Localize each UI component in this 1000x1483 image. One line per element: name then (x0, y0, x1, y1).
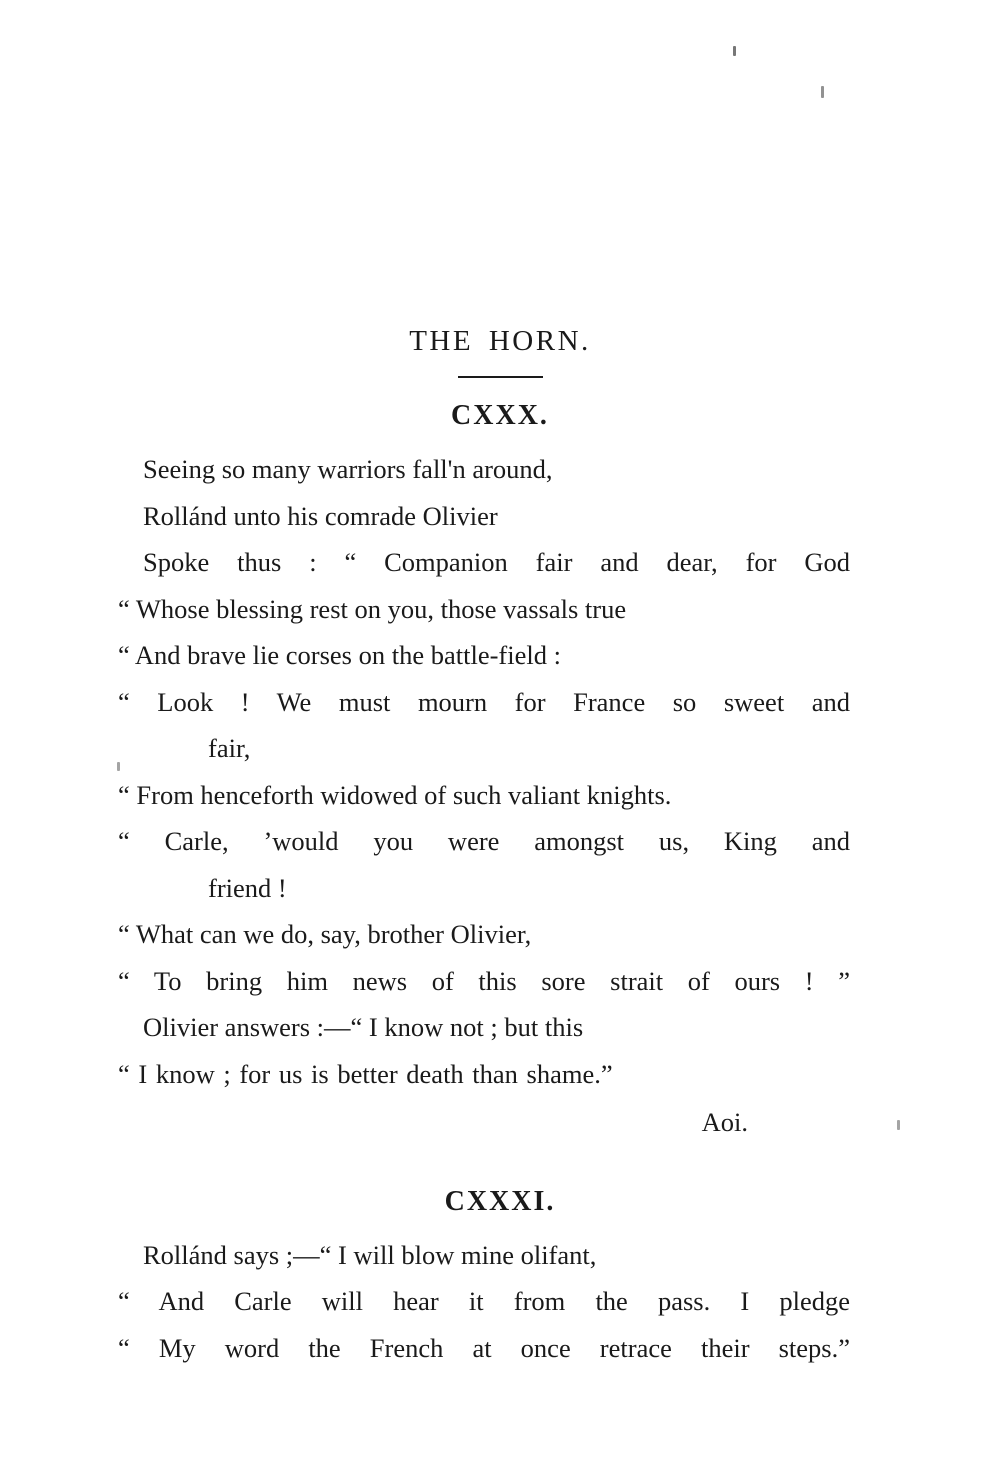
stanza-lines (0, 1232, 1000, 1372)
poem-line: “ Whose blessing rest on you, those vassals true (118, 593, 627, 624)
poem-line: “ My word the French at once retrace their steps.” (118, 1332, 850, 1363)
poem-line: Olivier answers :—“ I know not ; but this (143, 1012, 584, 1042)
header-rule (458, 376, 543, 378)
poem-line: “ I know ; for us is better death than shame.” (118, 1058, 613, 1089)
poem-line: “ To bring him news of this sore strait of ours ! ” (118, 965, 850, 996)
poem-line: “ Carle, ’would you were amongst us, King and (118, 826, 850, 856)
stanza-lines (0, 446, 1000, 1097)
poem-line: “ And brave lie corses on the battle-field : (118, 640, 561, 670)
stanza-cxxx (0, 400, 1000, 1146)
poem-line: Seeing so many warriors fall'n around, (143, 454, 553, 484)
poem-line: “ And Carle will hear it from the pass. I pledge (118, 1286, 850, 1316)
stanza-number: CXXXI. (444, 1185, 556, 1217)
poem-line: “ From henceforth widowed of such valiant knights. (118, 779, 672, 810)
stanza-number: CXXX. (451, 400, 549, 431)
poem-line: “ What can we do, say, brother Olivier, (118, 919, 532, 949)
poem-line: Rollánd unto his comrade Olivier (143, 500, 498, 531)
page-speck-mark (733, 46, 736, 56)
poem-line: Spoke thus : “ Companion fair and dear, for God (143, 547, 850, 577)
page-speck-mark (821, 86, 824, 98)
poem-line: “ Look ! We must mourn for France so sweet and (118, 686, 850, 717)
page-content (0, 325, 1000, 1371)
poem-line: Rollánd says ;—“ I will blow mine olifant, (143, 1239, 597, 1270)
stanza-cxxxi (0, 1186, 1000, 1372)
poem-line: friend ! (208, 872, 287, 903)
stanza-closing-aoi: Aoi. (701, 1107, 748, 1137)
poem-line: fair, (208, 733, 251, 763)
running-head: THE HORN. (409, 325, 591, 357)
